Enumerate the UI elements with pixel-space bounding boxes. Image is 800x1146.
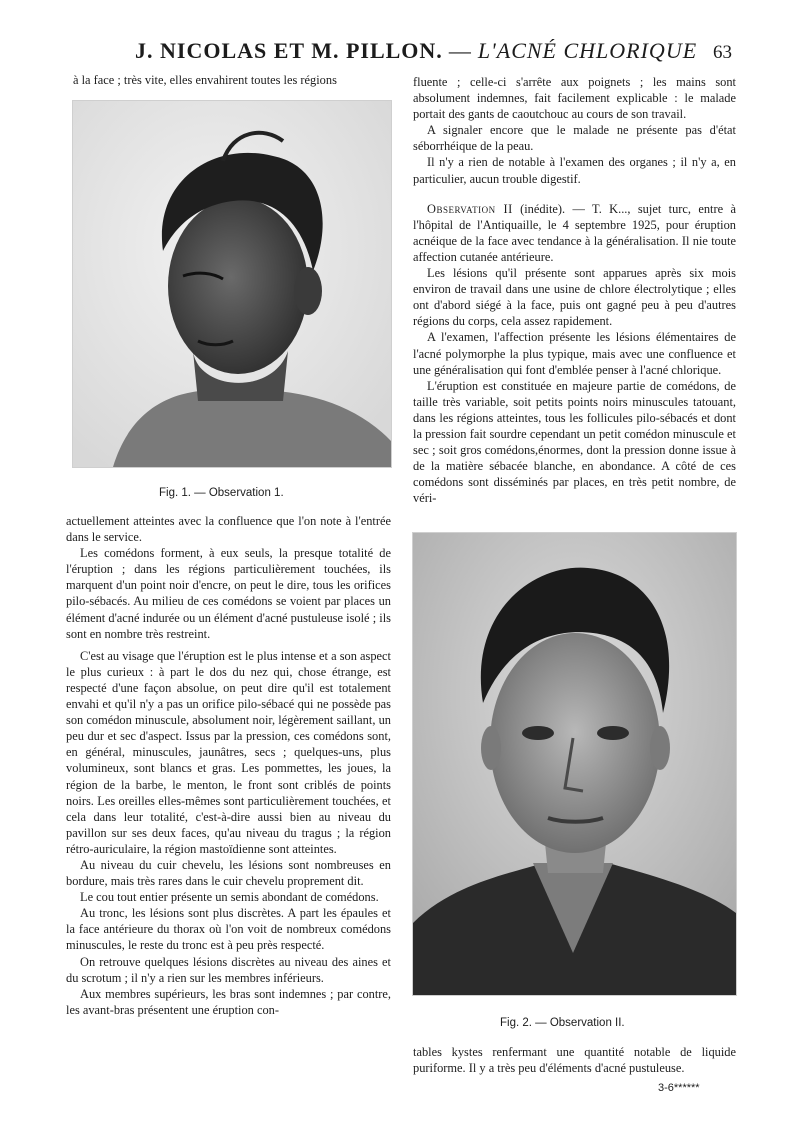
header-subject: L'ACNÉ CHLORIQUE	[477, 38, 698, 63]
observation-2-text: (inédite). — T. K..., sujet turc, entre à l'hôpital de l'Antiquaille, le 4 septembre 1925, pour éruption acnéique de la face avec tendance à la généralisation. Il nie toute affection cutanée antérieure.	[413, 201, 736, 264]
left-paragraph: Aux membres supérieurs, les bras sont indemnes ; par contre, les avant-bras présentent une éruption con-	[66, 986, 391, 1017]
header-authors: J. NICOLAS ET M. PILLON.	[135, 38, 443, 63]
figure-1-photo	[72, 100, 392, 468]
portrait-2-image	[413, 533, 736, 995]
printer-signature: 3-6******	[658, 1082, 700, 1094]
right-bottom-paragraph: tables kystes renfermant une quantité notable de liquide puriforme. Il y a très peu d'éléments d'acné pustuleuse.	[413, 1045, 736, 1076]
right-paragraph: A signaler encore que le malade ne présente pas d'état séborrhéique de la peau.	[413, 123, 736, 154]
page-number: 63	[713, 42, 732, 63]
observation-2-label: Observation II	[427, 201, 513, 216]
right-column-body	[413, 74, 736, 506]
right-paragraph: Les lésions qu'il présente sont apparues après six mois environ de travail dans une usine de chlore électrolytique ; elles ont d'abord siégé à la face, puis ont gagné peu à peu d'autres régions du corps, cela assez rapidement.	[413, 266, 736, 329]
figure-1-caption: Fig. 1. — Observation 1.	[159, 487, 284, 499]
left-paragraph: Le cou tout entier présente un semis abondant de comédons.	[80, 890, 379, 905]
left-paragraph: actuellement atteintes avec la confluence que l'on note à l'entrée dans le service.	[66, 514, 391, 545]
right-paragraph: L'éruption est constituée en majeure partie de comédons, de taille très variable, soit petits points noirs minuscules tatouant, dans les régions atteintes, tous les follicules pilo-sébacés et dont la pression fait sourdre cependant un petit comédon minuscule et sec ; soit gros comédons,énormes, dont la pression donne issue à de la matière sébacée blanche, en abondance. A côté de ces comédons sont disséminés par places, en très petit nombre, de véri-	[413, 378, 736, 506]
portrait-1-image	[73, 101, 391, 467]
running-header	[0, 38, 800, 72]
left-column-body	[66, 513, 391, 1018]
running-title	[135, 38, 698, 64]
figure-2-caption: Fig. 2. — Observation II.	[500, 1017, 625, 1029]
left-paragraph: Au tronc, les lésions sont plus discrètes. A part les épaules et la face antérieure du thorax où l'on voit de nombreux comédons minuscules, le reste du tronc est à peu près respecté.	[66, 906, 391, 953]
left-top-line: à la face ; très vite, elles envahirent toutes les régions	[73, 73, 337, 87]
left-paragraph: Les comédons forment, à eux seuls, la presque totalité de l'éruption ; dans les régions particulièrement touchées, ils marquent d'un point noir d'encre, on peut le dire, tous les orifices pilo-sébacés. Au milieu de ces comédons se voient par places un élément d'acné indurée ou un élément d'acné pustuleuse isolé ; ils sont en nombre très restreint.	[66, 546, 391, 641]
left-paragraph: On retrouve quelques lésions discrètes au niveau des aines et du scrotum ; il n'y a rien sur les membres inférieurs.	[66, 954, 391, 985]
left-column-top	[73, 72, 391, 88]
right-paragraph: Il n'y a rien de notable à l'examen des organes ; il n'y a, en particulier, aucun trouble digestif.	[413, 155, 736, 186]
left-paragraph: Au niveau du cuir chevelu, les lésions sont nombreuses en bordure, mais très rares dans le cuir chevelu proprement dit.	[66, 857, 391, 889]
observation-2-paragraph	[413, 201, 736, 265]
right-paragraph: A l'examen, l'affection présente les lésions élémentaires de l'acné polymorphe la plus typique, mais avec une confluence et une généralisation qui font d'emblée penser à l'acné chlorique.	[413, 330, 736, 377]
figure-2-photo	[412, 532, 737, 996]
left-paragraph: C'est au visage que l'éruption est le plus intense et a son aspect le plus curieux : à part le dos du nez qui, chose étrange, est respecté d'une façon absolue, on peut dire qu'il est totalement envahi et qu'il n'y a pas un orifice pilo-sébacé qui ne possède pas son comédon minuscule, absolument noir, légèrement saillant, un peu dur et sec d'aspect. Issus par la pression, ces comédons sont, en général, minuscules, jaunâtres, secs ; quelques-uns, plus volumineux, sont blancs et gras. Les pommettes, les joues, la région de la barbe, le menton, le front sont criblés de points noirs. Les oreilles elles-mêmes sont particulièrement touchées, et cela dans leur totalité, c'est-à-dire aussi bien au niveau du pavillon sur ses deux faces, qu'au niveau du tragus ; la région rétro-auriculaire, la région mastoïdienne sont atteintes.	[66, 648, 391, 856]
header-dash: —	[448, 38, 472, 63]
right-paragraph: fluente ; celle-ci s'arrête aux poignets ; les mains sont absolument indemnes, fait facilement explicable : le malade portait des gants de caoutchouc au cours de son travail.	[413, 75, 736, 122]
right-column-bottom	[413, 1044, 736, 1076]
